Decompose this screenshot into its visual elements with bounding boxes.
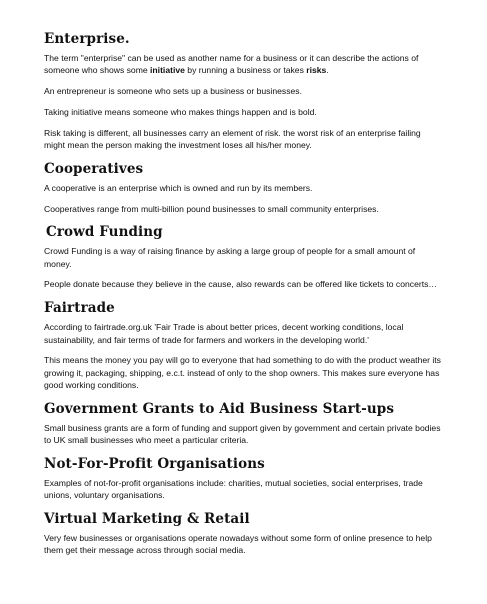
section-virtual-marketing — [44, 510, 444, 557]
paragraph-cooperative-definition: A cooperative is an enterprise which is owned and run by its members. — [44, 182, 313, 193]
paragraph-enterprise-definition — [44, 52, 444, 77]
paragraph-crowd-funding-definition: Crowd Funding is a way of raising finance by asking a large group of people for a small amount of money. — [44, 246, 416, 269]
heading-not-for-profit: Not-For-Profit Organisations — [44, 455, 265, 472]
paragraph-crowd-funding-rewards: People donate because they believe in the cause, also rewards can be offered like tickets to concerts… — [44, 279, 438, 290]
text-run: . — [326, 65, 329, 76]
section-crowd-funding — [44, 223, 444, 290]
paragraph-fairtrade-quote: According to fairtrade.org.uk 'Fair Trade is about better prices, decent working conditions, local sustainability, and fair terms of trade for farmers and workers in the developing world.' — [44, 322, 404, 345]
paragraph-not-for-profit: Examples of not-for-profit organisations include: charities, mutual societies, social enterprises, trade unions, voluntary organisations. — [44, 477, 423, 501]
document-page — [44, 30, 444, 565]
paragraph-initiative: Taking initiative means someone who makes things happen and is bold. — [44, 106, 317, 117]
section-government-grants — [44, 400, 444, 447]
heading-virtual-marketing: Virtual Marketing & Retail — [44, 510, 250, 527]
text-run: The term "enterprise" can be used as another name for a business or it can describe the actions of someone who shows some — [44, 53, 419, 76]
paragraph-virtual-marketing: Very few businesses or organisations operate nowadays without some form of online presence to help them get their message across through social media. — [44, 532, 432, 556]
paragraph-entrepreneur: An entrepreneur is someone who sets up a business or businesses. — [44, 86, 302, 97]
text-run: by running a business or takes — [184, 65, 307, 76]
heading-fairtrade: Fairtrade — [44, 300, 115, 317]
paragraph-cooperative-range: Cooperatives range from multi-billion pound businesses to small community enterprises. — [44, 203, 379, 214]
bold-initiative: initiative — [150, 65, 185, 76]
paragraph-government-grants: Small business grants are a form of funding and support given by government and certain private bodies to UK small businesses who meet a particular criteria. — [44, 422, 441, 446]
heading-enterprise: Enterprise. — [44, 31, 130, 47]
heading-crowd-funding: Crowd Funding — [46, 224, 163, 241]
heading-government-grants: Government Grants to Aid Business Start-ups — [44, 400, 395, 417]
paragraph-fairtrade-meaning: This means the money you pay will go to everyone that had something to do with the product weather its growing it, packaging, shipping, e.c.t. instead of only to the shop owners. This makes sure everyone has good working conditions. — [44, 355, 441, 390]
section-enterprise — [44, 30, 444, 151]
bold-risks: risks — [306, 65, 327, 76]
section-cooperatives — [44, 160, 444, 215]
paragraph-risk: Risk taking is different, all businesses carry an element of risk. the worst risk of an enterprise failing might mean the person making the investment loses all his/her money. — [44, 127, 421, 150]
section-not-for-profit — [44, 455, 444, 502]
heading-cooperatives: Cooperatives — [44, 160, 144, 177]
section-fairtrade — [44, 299, 444, 391]
